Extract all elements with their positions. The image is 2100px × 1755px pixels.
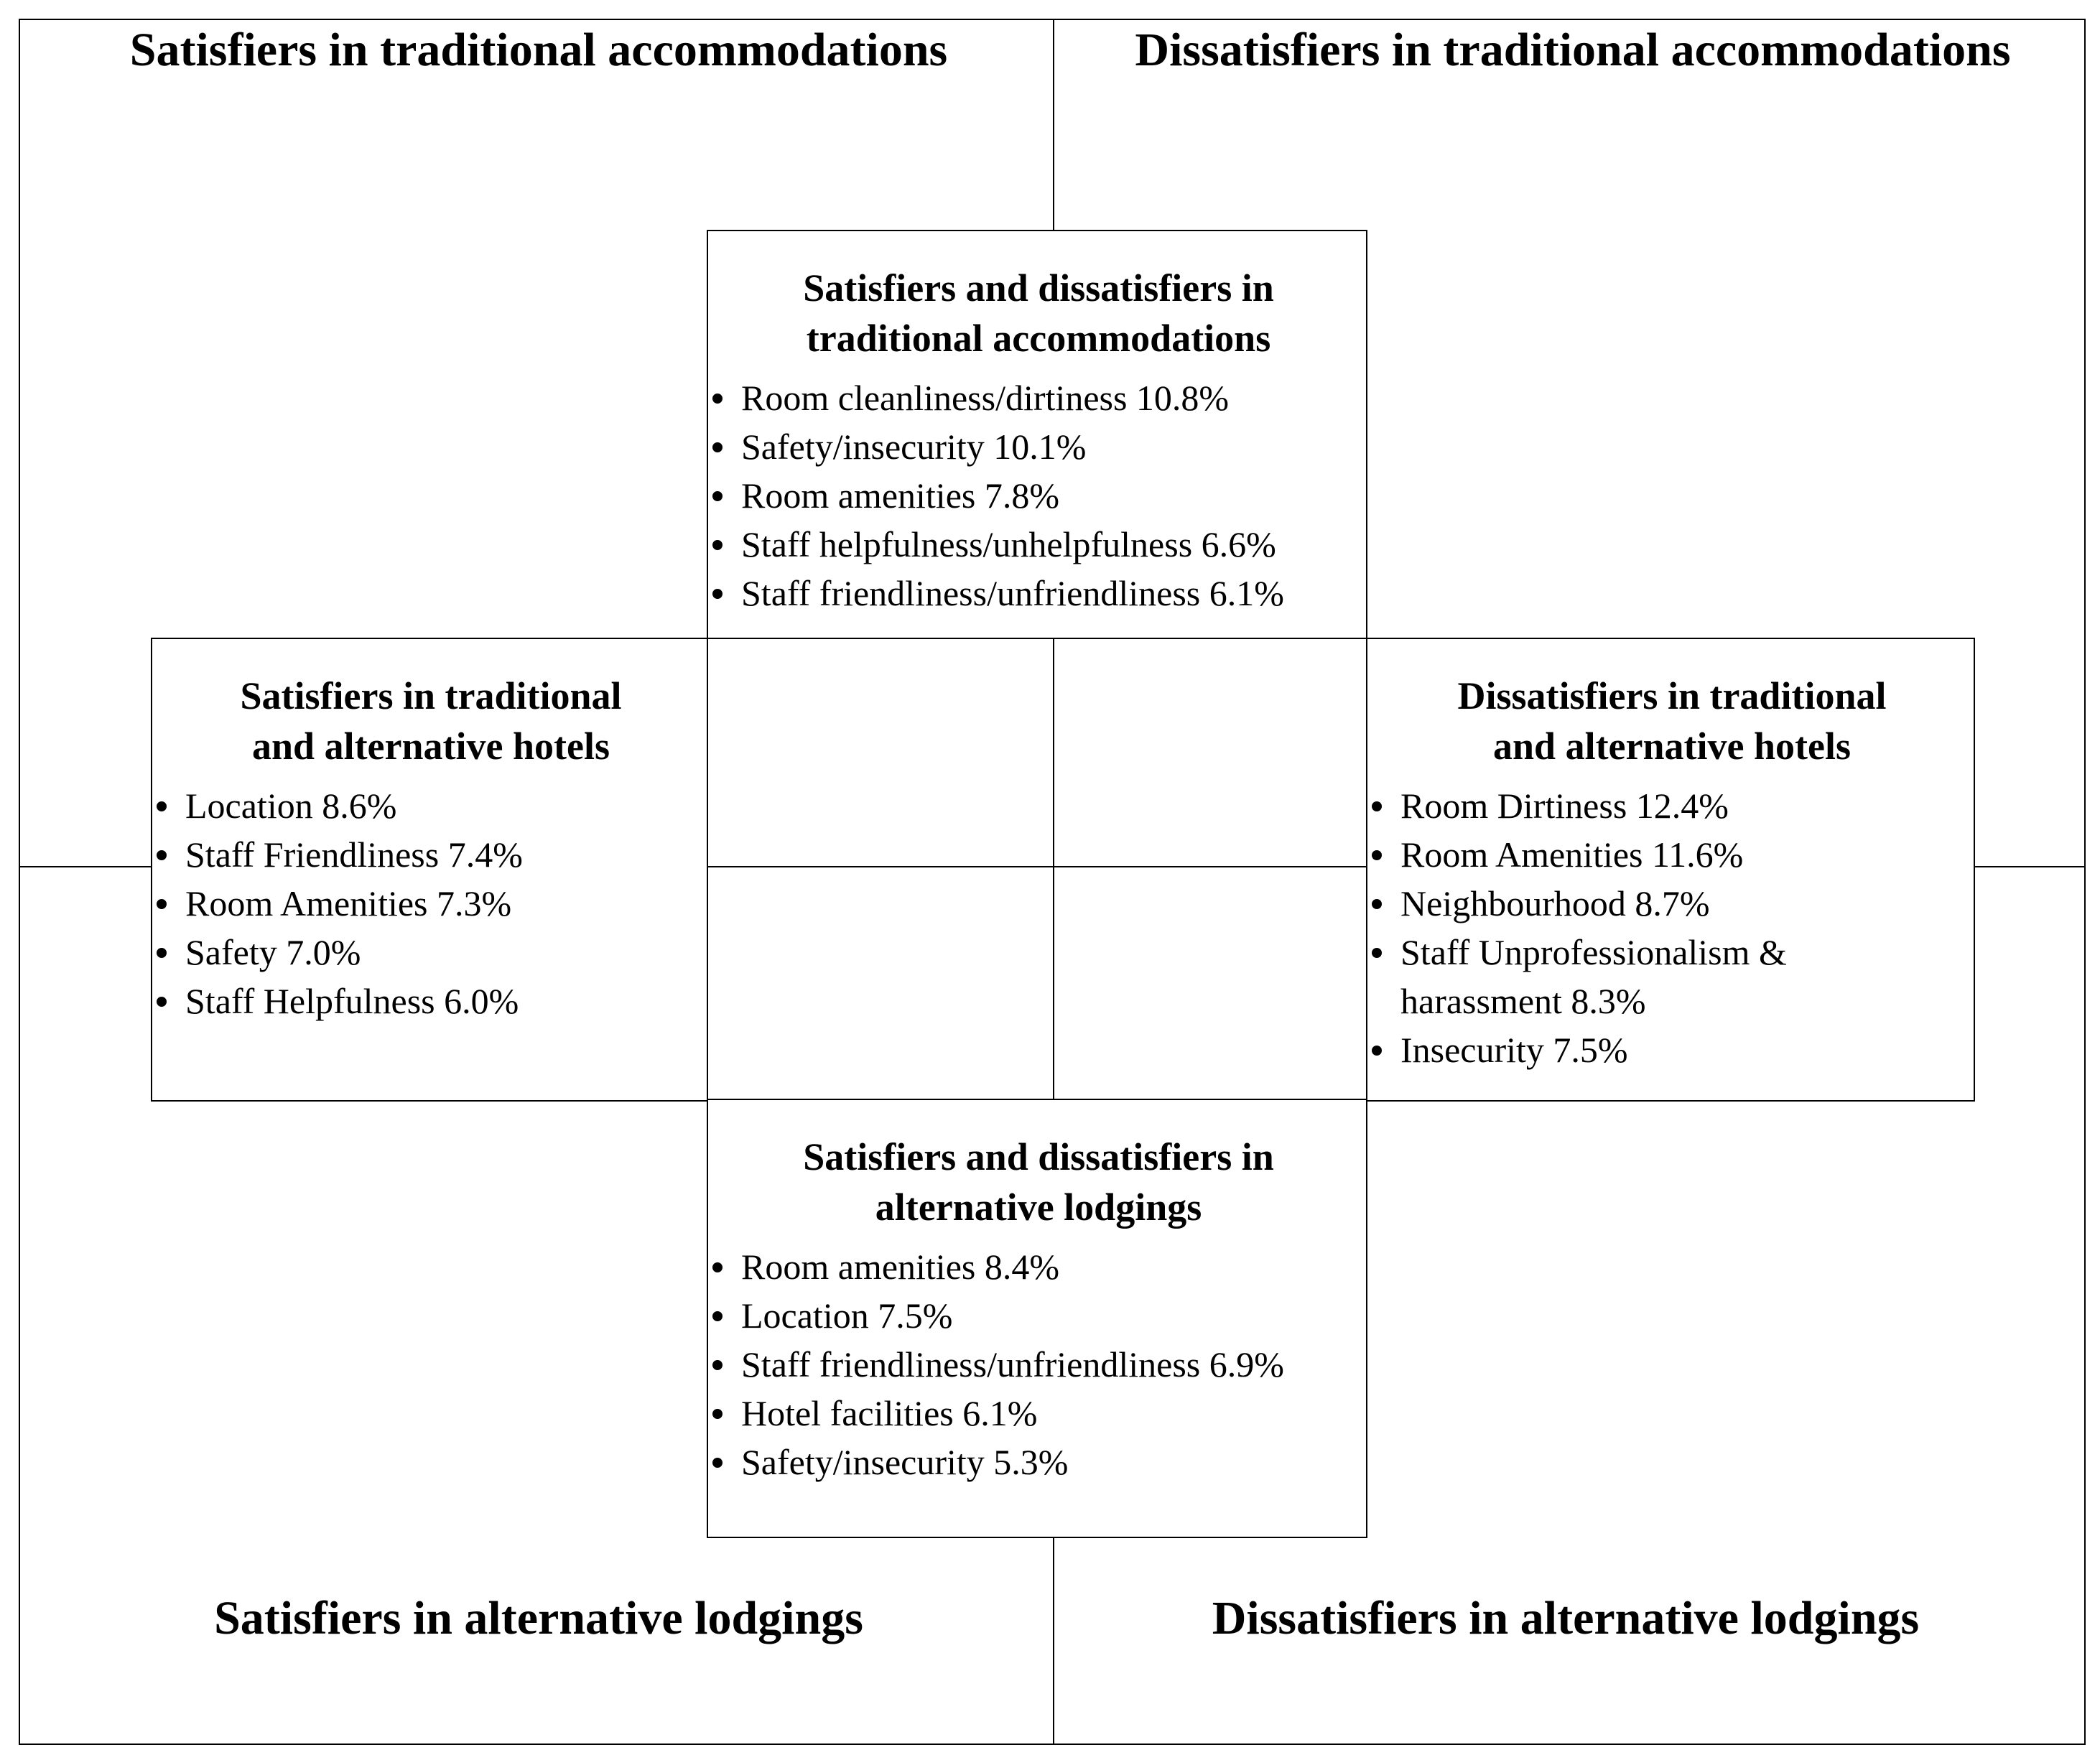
- bullet-icon: [712, 1458, 723, 1468]
- box-title: Satisfiers and dissatisfiers in traditional accommodations: [803, 266, 1274, 360]
- list-item: Insecurity 7.5%: [1370, 1025, 1974, 1074]
- list-item: Location 8.6%: [155, 781, 707, 830]
- quadrant-label-bottom-right: Dissatisfiers in alternative lodgings: [1212, 1592, 1920, 1644]
- center-cell-bottom-right: [1053, 866, 1367, 1100]
- bullet-icon: [1372, 801, 1382, 811]
- center-cell-top-right: [1053, 638, 1367, 867]
- bullet-icon: [712, 394, 723, 404]
- bullet-list: [711, 1242, 1366, 1486]
- bullet-icon: [712, 1409, 723, 1419]
- bullet-icon: [1372, 899, 1382, 909]
- bullet-icon: [157, 801, 167, 811]
- bullet-icon: [712, 442, 723, 452]
- quadrant-label-top-right: Dissatisfiers in traditional accommodations: [1135, 24, 2011, 76]
- box-title: Satisfiers in traditional and alternative hotels: [240, 674, 622, 768]
- list-item: Staff friendliness/unfriendliness 6.1%: [711, 569, 1366, 618]
- list-item: Staff Helpfulness 6.0%: [155, 977, 707, 1025]
- list-item: Location 7.5%: [711, 1291, 1366, 1340]
- quadrant-label-top-left: Satisfiers in traditional accommodations: [129, 24, 948, 76]
- bullet-list: [1370, 781, 1974, 1074]
- bullet-icon: [712, 540, 723, 550]
- horizontal-divider-left: [19, 866, 152, 867]
- list-item: Room amenities 8.4%: [711, 1242, 1366, 1291]
- box-title: Satisfiers and dissatisfiers in alternative lodgings: [803, 1135, 1274, 1229]
- quadrant-label-bottom-left: Satisfiers in alternative lodgings: [214, 1592, 863, 1644]
- box-title: Dissatisfiers in traditional and alternative hotels: [1457, 674, 1887, 768]
- list-item: Room amenities 7.8%: [711, 471, 1366, 520]
- bullet-icon: [712, 1311, 723, 1321]
- list-item: Room Amenities 11.6%: [1370, 830, 1974, 879]
- horizontal-divider-right: [1974, 866, 2086, 867]
- bullet-icon: [157, 850, 167, 860]
- list-item: Hotel facilities 6.1%: [711, 1389, 1366, 1438]
- center-cell-top-left: [707, 638, 1054, 867]
- bullet-icon: [157, 997, 167, 1007]
- dissatisfiers-hotels-box: [1366, 638, 1975, 1102]
- bullet-icon: [712, 589, 723, 599]
- list-item: Staff Friendliness 7.4%: [155, 830, 707, 879]
- list-item: Staff helpfulness/unhelpfulness 6.6%: [711, 520, 1366, 569]
- bullet-icon: [1372, 850, 1382, 860]
- list-item: Staff friendliness/unfriendliness 6.9%: [711, 1340, 1366, 1389]
- list-item: Safety/insecurity 5.3%: [711, 1438, 1366, 1486]
- bullet-icon: [712, 1262, 723, 1272]
- bullet-icon: [712, 1360, 723, 1370]
- list-item: Safety 7.0%: [155, 928, 707, 977]
- vertical-divider-bottom: [1053, 1535, 1054, 1745]
- bullet-list: [711, 373, 1366, 618]
- bullet-icon: [157, 948, 167, 958]
- satisfiers-hotels-box: [151, 638, 708, 1102]
- bullet-icon: [1372, 1046, 1382, 1056]
- bullet-icon: [157, 899, 167, 909]
- bullet-icon: [1372, 948, 1382, 958]
- list-item: Safety/insecurity 10.1%: [711, 422, 1366, 471]
- list-item: Staff Unprofessionalism & harassment 8.3%: [1370, 928, 1831, 1025]
- list-item: Room Dirtiness 12.4%: [1370, 781, 1974, 830]
- list-item: Room Amenities 7.3%: [155, 879, 707, 928]
- bullet-list: [155, 781, 707, 1025]
- center-cell-bottom-left: [707, 866, 1054, 1100]
- vertical-divider-top: [1053, 19, 1054, 231]
- traditional-accommodations-box: [707, 230, 1367, 639]
- list-item: Neighbourhood 8.7%: [1370, 879, 1974, 928]
- alternative-lodgings-box: [707, 1099, 1367, 1538]
- list-item: Room cleanliness/dirtiness 10.8%: [711, 373, 1366, 422]
- bullet-icon: [712, 491, 723, 501]
